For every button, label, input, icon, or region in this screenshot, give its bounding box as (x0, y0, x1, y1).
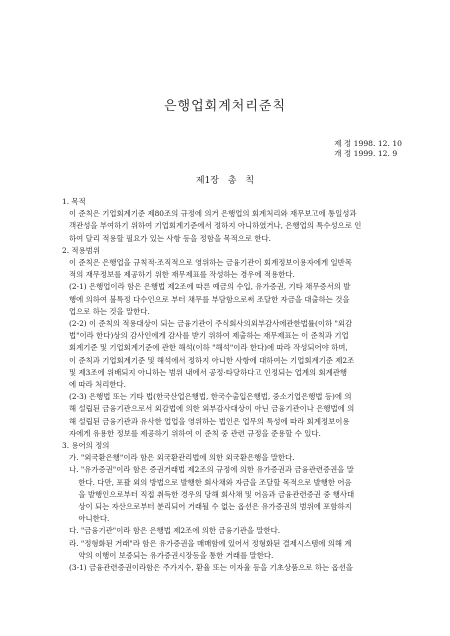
paragraph-line: 라. "정형화된 거래"라 함은 유가증권을 매매함에 있어서 정형화된 결제시스템에 의해 계 (69, 538, 352, 548)
section-heading: 3. 용어의 정의 (62, 441, 110, 451)
section-heading: 2. 적용범위 (62, 245, 100, 255)
revision-dates (334, 139, 402, 159)
paragraph-line: 및 제3조에 위배되지 아니하는 범위 내에서 공정·타당하다고 인정되는 업계의 회계관행 (69, 367, 348, 377)
enactment-date: 제 정 1998. 12. 10 (334, 139, 402, 148)
paragraph-line: 나. "유가증권"이라 함은 증권거래법 제2조의 규정에 의한 유가증권과 금융관련증권을 말 (69, 465, 354, 475)
document-body (62, 196, 400, 574)
paragraph-line: 회계기준 및 기업회계기준에 관한 해석(이하 "해석"이라 한다)에 따라 작성되어야 하며, (69, 343, 348, 353)
document-title: 은행업회계처리준칙 (163, 99, 287, 114)
paragraph-line: 해 설립된 금융기관과 유사한 업업을 영위하는 법인은 업무의 특성에 따라 회계정보이용 (69, 416, 350, 426)
paragraph-line: 법"이라 한다)상의 감사인에게 감사를 받기 위하여 제출하는 재무제표는 이 준칙과 기업 (69, 331, 349, 341)
paragraph-line: 업으로 하는 것을 말한다. (69, 306, 150, 316)
paragraph-line: 이 준칙은 기업회계기준 제80조의 규정에 의거 은행업의 회계처리와 재무보고에 통일성과 (69, 209, 357, 219)
paragraph-line: 다. "금융기관"이라 함은 은행법 제2조에 의한 금융기관을 말한다. (69, 526, 281, 536)
paragraph-line: 행에 의하여 불특정 다수인으로 부터 채무를 부담함으로써 조달한 자금을 대출하는 것을 (69, 294, 350, 304)
paragraph-line: (2-2) 이 준칙의 적용대상이 되는 금융기관이 주식회사의외부감사에관한법률(이하 "외감 (69, 319, 353, 329)
paragraph-line: 을 발행인으로부터 직접 취득한 경우의 당해 회사채 및 어음과 금융관련증권 중 행사대 (69, 489, 355, 499)
paragraph-line: 이 준칙과 기업회계기준 및 해석에서 정하지 아니한 사항에 대하여는 기업회계기준 제2조 (69, 355, 355, 365)
paragraph-line: (2-1) 은행업이라 함은 은행법 제2조에 따른 예금의 수입, 유가증권, 기타 채무증서의 발 (69, 282, 351, 292)
paragraph-line: 에 따라 처리한다. (69, 380, 127, 390)
chapter-heading: 제1장 총 칙 (195, 176, 255, 186)
paragraph-line: 이 준칙은 은행업을 규칙적·조직적으로 영위하는 금융기관이 회계정보이용자에게 일반목 (69, 258, 352, 268)
paragraph-line: 적의 재무정보를 제공하기 위한 재무제표를 작성하는 경우에 적용한다. (69, 270, 295, 280)
paragraph-line: 한다. 다만, 포괄 외의 방법으로 발행한 회사채와 자금을 조달할 목적으로 발행한 어음 (69, 477, 352, 487)
paragraph-line: 자에게 유용한 정보를 제공하기 위하여 이 준칙 중 관련 규정을 준용할 수 있다. (69, 428, 321, 438)
paragraph-line: 약의 이행이 보증되는 유가증권시장등을 통한 거래를 말한다. (69, 550, 274, 560)
paragraph-line: 가. "외국환은행"이라 함은 외국환관리법에 의한 외국환은행을 말한다. (69, 453, 295, 463)
revision-date: 개 정 1999. 12. 9 (334, 149, 398, 158)
paragraph-line: 객관성을 부여하기 위하여 기업회계기준에서 정하지 아니하였거나, 은행업의 특수성으로 인 (69, 221, 362, 231)
paragraph-line: 상이 되는 자산으로부터 분리되어 거래될 수 없는 옵션은 유가증권의 범위에 포함하지 (69, 502, 352, 512)
paragraph-line: 아니한다. (69, 514, 110, 524)
paragraph-line: 하여 달리 적용할 필요가 있는 사항 등을 정함을 목적으로 한다. (69, 233, 271, 243)
paragraph-line: (2-3) 은행법 또는 기타 법(한국산업은행법, 한국수출입은행법, 중소기업은행법 등)에 의 (69, 392, 352, 402)
paragraph-line: (3-1) 금융관련증권이라함은 주가지수, 환율 또는 이자율 등을 기초상품으로 하는 옵션을 (69, 563, 353, 573)
paragraph-line: 해 설립된 금융기관으로서 외감법에 의한 외부감사대상이 아닌 금융기관이나 은행법에 의 (69, 404, 355, 414)
section-heading: 1. 목적 (62, 197, 86, 206)
